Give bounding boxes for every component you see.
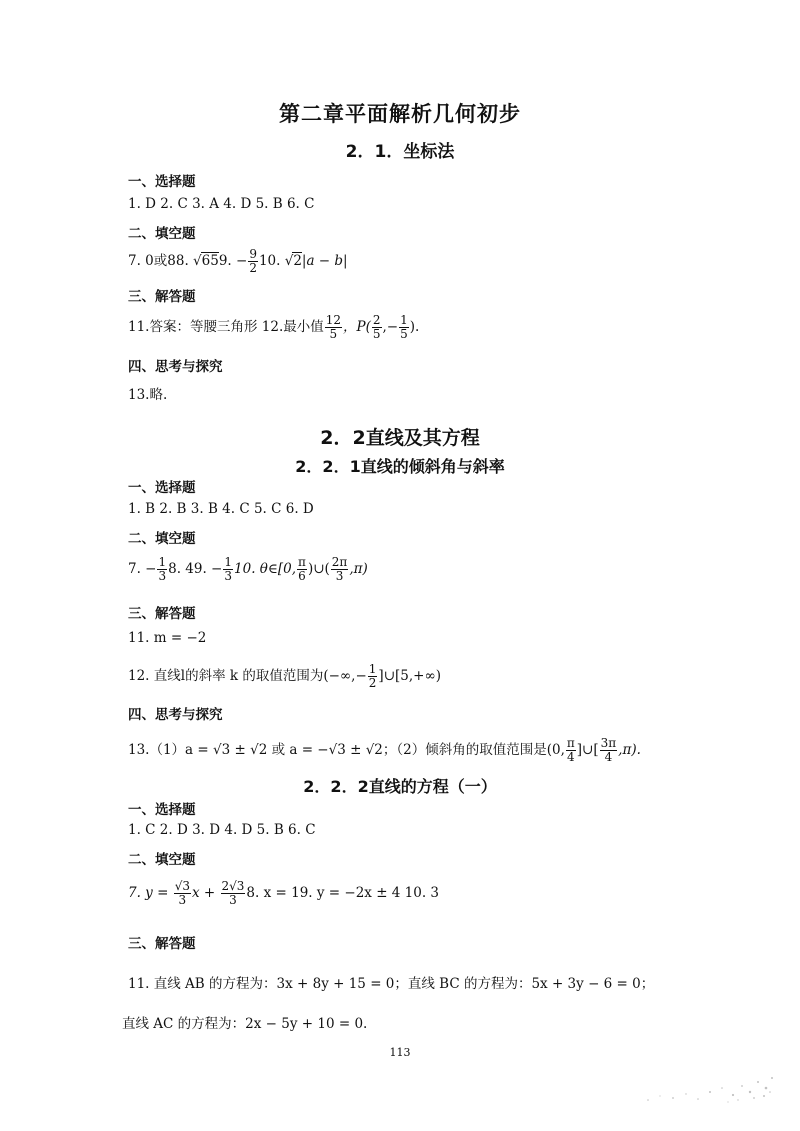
scan-noise xyxy=(638,1068,778,1108)
heading-explore: 四、思考与探究 xyxy=(128,707,223,723)
answers-fill: 7. y = $\frac{√3}{3}$ x + $\frac{2√3}{3}$ 8. x = 19. y = −2x ± 4 10. 3 xyxy=(128,879,440,907)
subsection-title-2-2-2: 2．2．2直线的方程（一） xyxy=(303,777,497,796)
heading-solve: 三、解答题 xyxy=(128,606,196,622)
heading-choice: 一、选择题 xyxy=(128,174,196,190)
section-title-2-1: 2．1．坐标法 xyxy=(345,142,455,162)
answers-fill: 7. − $\frac{1}{3}$ 8. 49. − $\frac{1}{3}$ 10. θ∈[0, $\frac{\pi}{6}$ )∪( $\frac{2\pi}{3}$ ,π) xyxy=(128,555,368,583)
heading-fill: 二、填空题 xyxy=(128,852,196,868)
answers-choice: 1. B 2. B 3. B 4. C 5. C 6. D xyxy=(128,501,314,517)
heading-solve: 三、解答题 xyxy=(128,289,196,305)
answers-choice: 1. D 2. C 3. A 4. D 5. B 6. C xyxy=(128,196,315,212)
answer-11: 11. m = −2 xyxy=(128,630,207,646)
heading-explore: 四、思考与探究 xyxy=(128,359,223,375)
answers-explore: 13.略. xyxy=(128,387,168,403)
heading-solve: 三、解答题 xyxy=(128,936,196,952)
subsection-title-2-2-1: 2．2．1直线的倾斜角与斜率 xyxy=(295,457,505,476)
answers-solve: 11.答案：等腰三角形 12.最小值 $\frac{12}{5}$ ，P( $\frac{2}{5}$ ,− $\frac{1}{5}$ ). xyxy=(128,313,420,341)
page-number: 113 xyxy=(389,1046,411,1059)
answers-choice: 1. C 2. D 3. D 4. D 5. B 6. C xyxy=(128,822,316,838)
answer-11-cont: 直线 AC 的方程为：2x − 5y + 10 = 0. xyxy=(122,1016,368,1032)
section-title-2-2: 2．2直线及其方程 xyxy=(320,427,480,449)
heading-fill: 二、填空题 xyxy=(128,531,196,547)
chapter-title: 第二章平面解析几何初步 xyxy=(279,102,521,126)
heading-choice: 一、选择题 xyxy=(128,802,196,818)
heading-fill: 二、填空题 xyxy=(128,226,196,242)
answers-fill: 7. 0或88. √659. − $\frac{9}{2}$ 10. √2|a − b| xyxy=(128,247,348,275)
answer-11: 11. 直线 AB 的方程为：3x + 8y + 15 = 0；直线 BC 的方程为：5x + 3y − 6 = 0； xyxy=(128,976,655,992)
heading-choice: 一、选择题 xyxy=(128,480,196,496)
answer-13: 13.（1）a = √3 ± √2 或 a = −√3 ± √2；（2）倾斜角的取值范围是(0, $\frac{\pi}{4}$ ]∪[ $\frac{3\pi}{4}$ ,π). xyxy=(128,736,641,764)
answer-12: 12. 直线l的斜率 k 的取值范围为(−∞,− $\frac{1}{2}$ ]∪[5,+∞) xyxy=(128,662,441,690)
